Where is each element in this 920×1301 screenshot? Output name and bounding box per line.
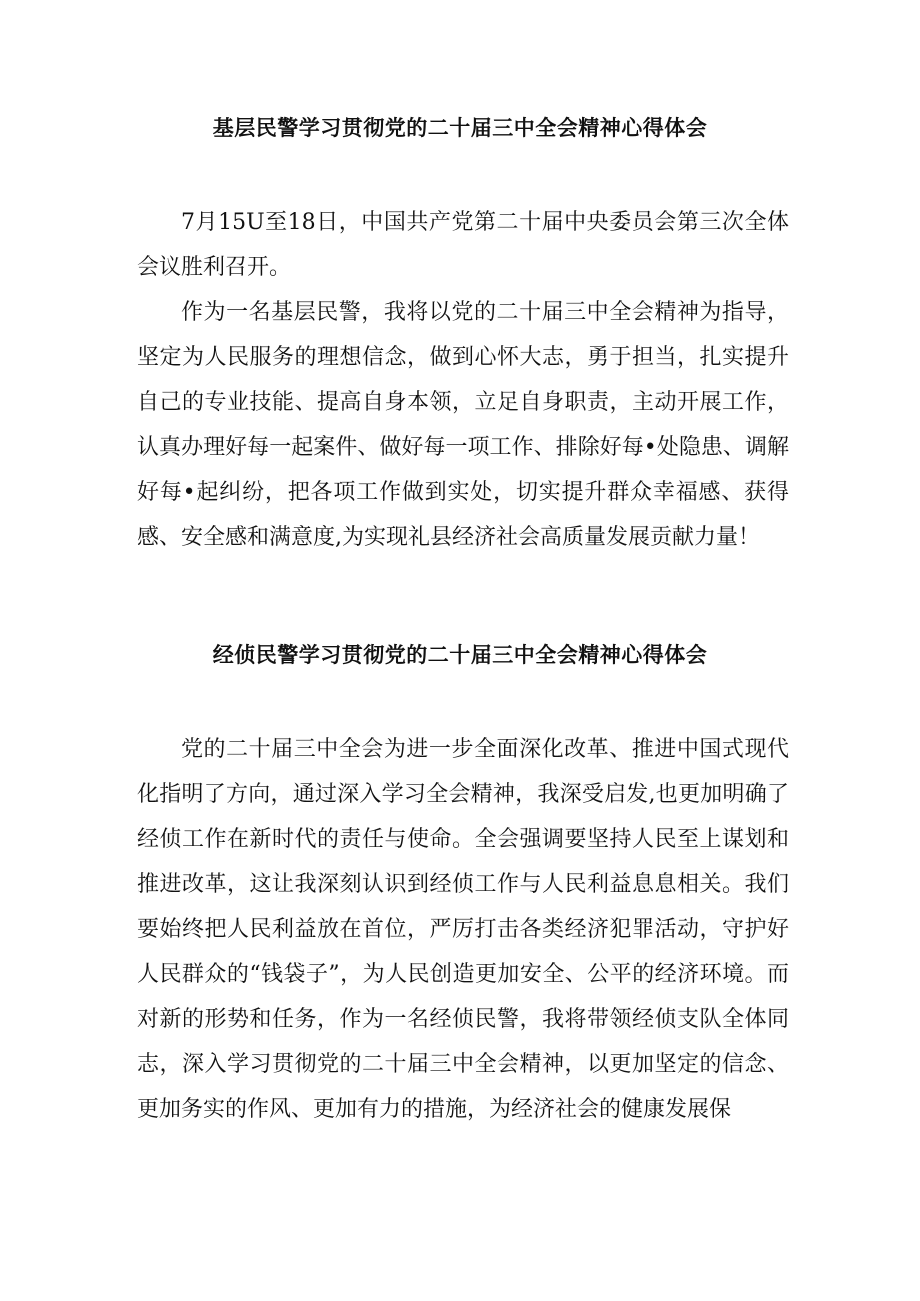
section-1-paragraph-2: 作为一名基层民警，我将以党的二十届三中全会精神为指导，坚定为人民服务的理想信念，做到心怀大志，勇于担当，扎实提升自己的专业技能、提高自身本领，立足自身职责，主动开展工作，认真办理好每一起案件、做好每一项工作、排除好每•处隐患、调解好每•起纠纷，把各项工作做到实处，切实提升群众幸福感、获得感、安全感和满意度,为实现礼县经济社会高质量发展贡献力量！	[137, 300, 789, 550]
section-1-title: 基层民警学习贯彻党的二十届三中全会精神心得体会	[212, 116, 708, 140]
section-2-body	[137, 727, 789, 1132]
section-2-title: 经侦民警学习贯彻党的二十届三中全会精神心得体会	[212, 643, 708, 667]
section-1-body	[137, 200, 789, 560]
section-2-paragraph-1: 党的二十届三中全会为进一步全面深化改革、推进中国式现代化指明了方向，通过深入学习全会精神，我深受启发,也更加明确了经侦工作在新时代的责任与使命。全会强调要坚持人民至上谋划和推进改革，这让我深刻认识到经侦工作与人民利益息息相关。我们要始终把人民利益放在首位，严厉打击各类经济犯罪活动，守护好人民群众的“钱袋子”，为人民创造更加安全、公平的经济环境。而对新的形势和任务，作为一名经侦民警，我将带领经侦支队全体同志，深入学习贯彻党的二十届三中全会精神，以更加坚定的信念、更加务实的作风、更加有力的措施，为经济社会的健康发展保	[137, 737, 789, 1122]
section-1-paragraph-1: 7月15U至18日，中国共产党第二十届中央委员会第三次全体会议胜利召开。	[137, 210, 789, 280]
